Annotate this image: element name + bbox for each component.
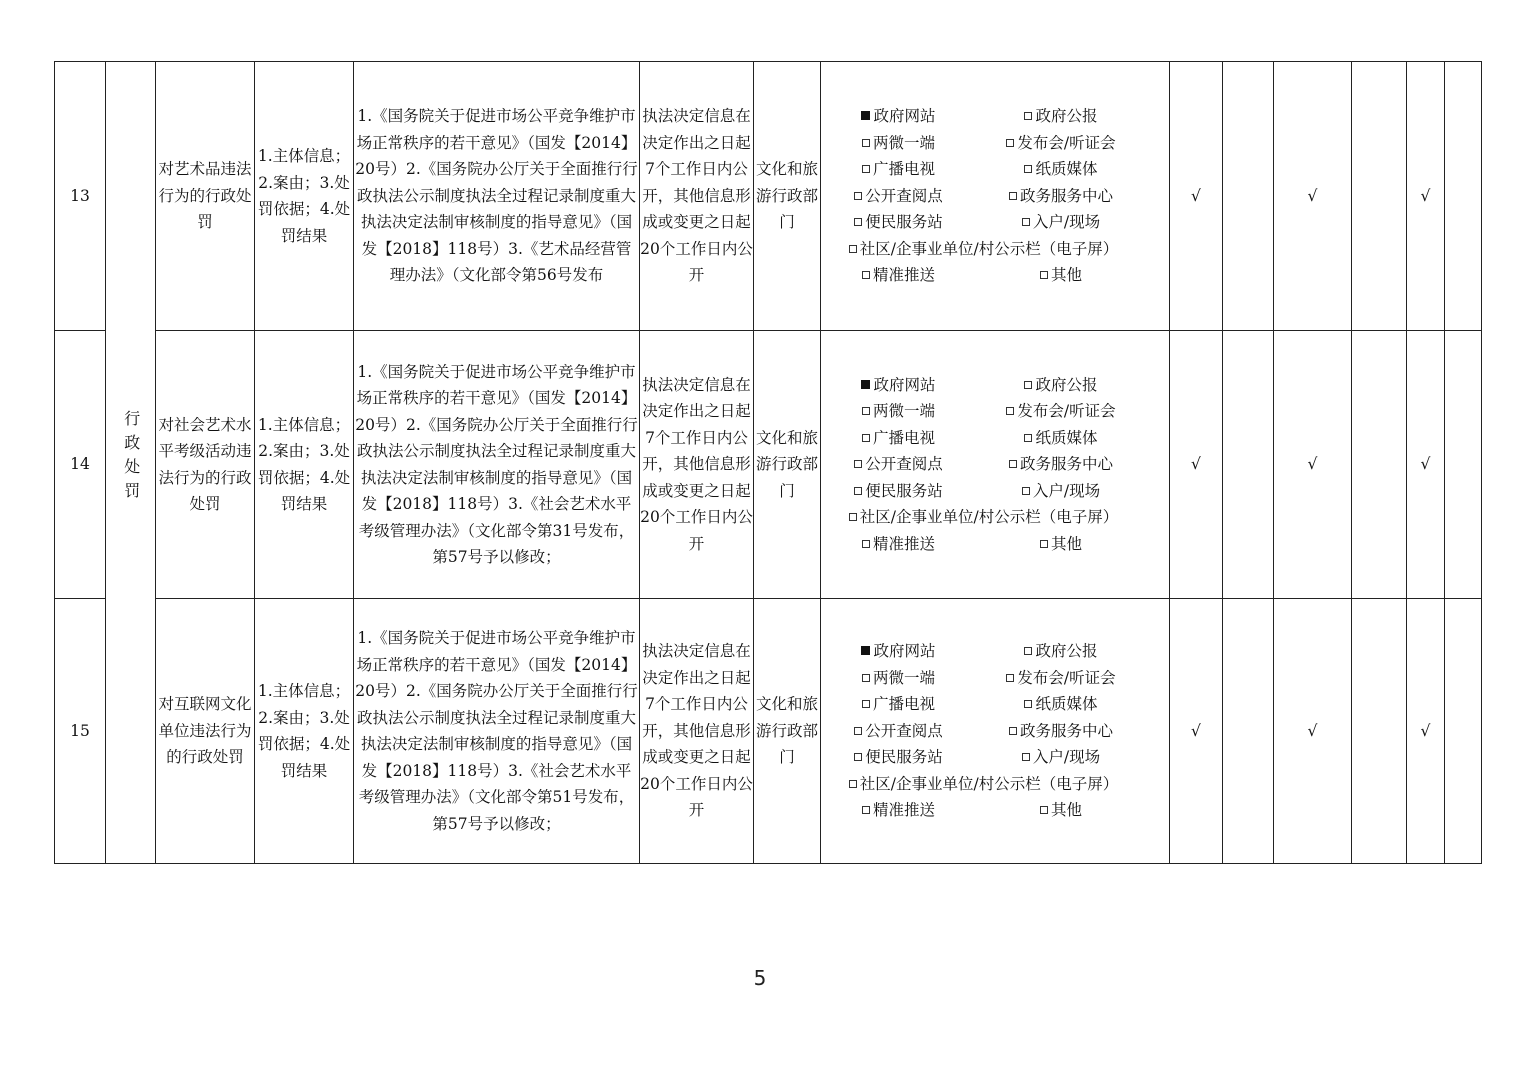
checkbox-icon — [862, 674, 870, 682]
mark-cell — [1223, 331, 1274, 599]
channel-item: 政府公报 — [976, 638, 1146, 665]
period-cell: 执法决定信息在决定作出之日起7个工作日内公开，其他信息形成或变更之日起20个工作日内公开 — [640, 331, 754, 599]
checkbox-icon — [862, 540, 870, 548]
channels-cell — [821, 62, 1170, 331]
channel-item: 政府公报 — [976, 372, 1146, 399]
channel-item: 纸质媒体 — [976, 425, 1146, 452]
category-cell — [106, 62, 156, 864]
channel-item: 其他 — [976, 262, 1146, 289]
checkbox-icon — [1024, 165, 1032, 173]
checkbox-checked-icon — [861, 380, 870, 389]
mark-cell — [1352, 331, 1407, 599]
mark-cell: √ — [1407, 331, 1445, 599]
checkbox-icon — [862, 700, 870, 708]
channel-item: 便民服务站 — [821, 209, 976, 236]
checkbox-icon — [854, 727, 862, 735]
checkbox-icon — [862, 139, 870, 147]
basis-cell: 1.《国务院关于促进市场公平竞争维护市场正常秩序的若干意见》（国发【2014】20号）2.《国务院办公厅关于全面推行行政执法公示制度执法全过程记录制度重大执法决定法制审核制度的指导意见》（国发【2018】118号）3.《社会艺术水平考级管理办法》（文化部令第31号发布，第57号予以修改； — [354, 331, 640, 599]
channel-item: 社区/企事业单位/村公示栏（电子屏） — [821, 771, 1146, 798]
row-number: 14 — [55, 331, 106, 599]
channel-item: 便民服务站 — [821, 478, 976, 505]
table-row — [55, 599, 1482, 864]
channel-item: 公开查阅点 — [821, 451, 976, 478]
channel-item: 社区/企事业单位/村公示栏（电子屏） — [821, 236, 1146, 263]
content-cell: 1.主体信息；2.案由；3.处罚依据；4.处罚结果 — [255, 331, 354, 599]
checkbox-icon — [854, 487, 862, 495]
channel-item: 政府网站 — [821, 103, 976, 130]
channels-cell — [821, 331, 1170, 599]
checkbox-icon — [862, 271, 870, 279]
mark-cell: √ — [1274, 599, 1352, 864]
channel-item: 政府公报 — [976, 103, 1146, 130]
content-cell: 1.主体信息；2.案由；3.处罚依据；4.处罚结果 — [255, 62, 354, 331]
basis-cell: 1.《国务院关于促进市场公平竞争维护市场正常秩序的若干意见》（国发【2014】20号）2.《国务院办公厅关于全面推行行政执法公示制度执法全过程记录制度重大执法决定法制审核制度的指导意见》（国发【2018】118号）3.《艺术品经营管理办法》（文化部令第56号发布 — [354, 62, 640, 331]
page-number: 5 — [753, 966, 767, 990]
mark-cell: √ — [1274, 62, 1352, 331]
checkbox-icon — [1022, 487, 1030, 495]
checkbox-icon — [1022, 218, 1030, 226]
period-cell: 执法决定信息在决定作出之日起7个工作日内公开，其他信息形成或变更之日起20个工作日内公开 — [640, 599, 754, 864]
channel-item: 发布会/听证会 — [976, 398, 1146, 425]
channel-item: 其他 — [976, 531, 1146, 558]
channel-item: 精准推送 — [821, 797, 976, 824]
checkbox-icon — [1009, 192, 1017, 200]
checkbox-icon — [1040, 271, 1048, 279]
channel-item: 两微一端 — [821, 665, 976, 692]
checkbox-icon — [1006, 407, 1014, 415]
item-cell: 对社会艺术水平考级活动违法行为的行政处罚 — [156, 331, 255, 599]
checkbox-icon — [862, 165, 870, 173]
disclosure-table — [54, 61, 1482, 864]
channel-item: 公开查阅点 — [821, 718, 976, 745]
mark-cell — [1445, 599, 1482, 864]
checkbox-icon — [1024, 112, 1032, 120]
mark-cell: √ — [1407, 599, 1445, 864]
checkbox-icon — [1006, 139, 1014, 147]
channel-item: 两微一端 — [821, 398, 976, 425]
channel-item: 政府网站 — [821, 638, 976, 665]
checkbox-checked-icon — [861, 646, 870, 655]
checkbox-icon — [1022, 753, 1030, 761]
checkbox-icon — [849, 245, 857, 253]
channel-item: 入户/现场 — [976, 478, 1146, 505]
channel-item: 便民服务站 — [821, 744, 976, 771]
mark-cell — [1352, 62, 1407, 331]
checkbox-icon — [1009, 460, 1017, 468]
checkbox-checked-icon — [861, 111, 870, 120]
channel-item: 两微一端 — [821, 130, 976, 157]
checkbox-icon — [854, 460, 862, 468]
dept-cell: 文化和旅游行政部门 — [754, 331, 821, 599]
basis-cell: 1.《国务院关于促进市场公平竞争维护市场正常秩序的若干意见》（国发【2014】20号）2.《国务院办公厅关于全面推行行政执法公示制度执法全过程记录制度重大执法决定法制审核制度的指导意见》（国发【2018】118号）3.《社会艺术水平考级管理办法》（文化部令第51号发布，第57号予以修改； — [354, 599, 640, 864]
item-cell: 对艺术品违法行为的行政处罚 — [156, 62, 255, 331]
checkbox-icon — [854, 218, 862, 226]
channel-item: 入户/现场 — [976, 744, 1146, 771]
item-cell: 对互联网文化单位违法行为的行政处罚 — [156, 599, 255, 864]
channel-item: 纸质媒体 — [976, 156, 1146, 183]
table-row — [55, 331, 1482, 599]
checkbox-icon — [854, 753, 862, 761]
row-number: 13 — [55, 62, 106, 331]
channel-item: 广播电视 — [821, 156, 976, 183]
channel-item: 公开查阅点 — [821, 183, 976, 210]
checkbox-icon — [854, 192, 862, 200]
channel-item: 其他 — [976, 797, 1146, 824]
row-number: 15 — [55, 599, 106, 864]
channel-item: 精准推送 — [821, 531, 976, 558]
channel-item: 政府网站 — [821, 372, 976, 399]
channels-cell — [821, 599, 1170, 864]
checkbox-icon — [1024, 434, 1032, 442]
mark-cell — [1352, 599, 1407, 864]
channel-item: 广播电视 — [821, 425, 976, 452]
checkbox-icon — [1040, 806, 1048, 814]
mark-cell — [1223, 62, 1274, 331]
checkbox-icon — [1006, 674, 1014, 682]
channel-item: 政务服务中心 — [976, 451, 1146, 478]
period-cell: 执法决定信息在决定作出之日起7个工作日内公开，其他信息形成或变更之日起20个工作日内公开 — [640, 62, 754, 331]
category-label: 行政处罚 — [121, 410, 141, 507]
mark-cell: √ — [1170, 599, 1223, 864]
mark-cell: √ — [1407, 62, 1445, 331]
channel-item: 社区/企事业单位/村公示栏（电子屏） — [821, 504, 1146, 531]
dept-cell: 文化和旅游行政部门 — [754, 599, 821, 864]
channel-item: 纸质媒体 — [976, 691, 1146, 718]
channel-item: 入户/现场 — [976, 209, 1146, 236]
channel-item: 精准推送 — [821, 262, 976, 289]
channel-item: 发布会/听证会 — [976, 665, 1146, 692]
channel-item: 政务服务中心 — [976, 718, 1146, 745]
checkbox-icon — [1009, 727, 1017, 735]
checkbox-icon — [849, 513, 857, 521]
checkbox-icon — [1024, 700, 1032, 708]
checkbox-icon — [849, 780, 857, 788]
checkbox-icon — [862, 806, 870, 814]
mark-cell — [1445, 62, 1482, 331]
checkbox-icon — [862, 407, 870, 415]
checkbox-icon — [862, 434, 870, 442]
mark-cell: √ — [1170, 331, 1223, 599]
channel-item: 发布会/听证会 — [976, 130, 1146, 157]
mark-cell: √ — [1170, 62, 1223, 331]
checkbox-icon — [1024, 647, 1032, 655]
mark-cell — [1223, 599, 1274, 864]
mark-cell: √ — [1274, 331, 1352, 599]
content-cell: 1.主体信息；2.案由；3.处罚依据；4.处罚结果 — [255, 599, 354, 864]
dept-cell: 文化和旅游行政部门 — [754, 62, 821, 331]
table-row — [55, 62, 1482, 331]
channel-item: 广播电视 — [821, 691, 976, 718]
checkbox-icon — [1024, 381, 1032, 389]
checkbox-icon — [1040, 540, 1048, 548]
channel-item: 政务服务中心 — [976, 183, 1146, 210]
mark-cell — [1445, 331, 1482, 599]
